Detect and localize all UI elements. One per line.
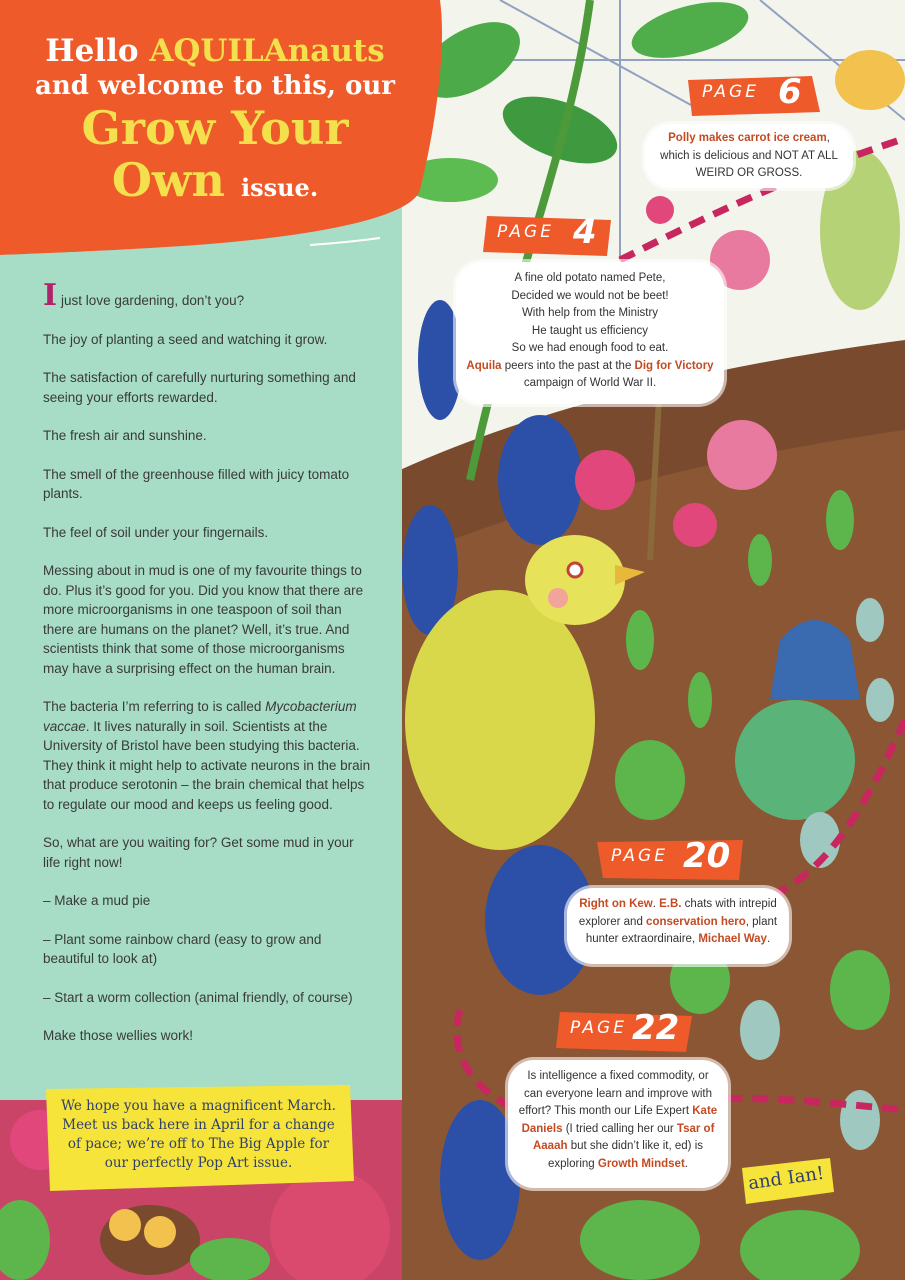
page-label: PAGE <box>702 82 759 102</box>
highlight: Kate Daniels <box>521 1105 718 1135</box>
page22-blurb <box>508 1060 728 1188</box>
text-run: . <box>766 933 771 945</box>
and-ian-text: and Ian! <box>746 1162 826 1195</box>
paragraph: The smell of the greenhouse filled with juicy tomato plants. <box>43 466 350 501</box>
title-aquilanauts: AQUILAnauts <box>149 33 385 69</box>
page-tag-6 <box>688 72 820 114</box>
title-own: Own <box>111 153 225 207</box>
highlight: Michael Way <box>698 933 767 945</box>
drop-cap: I <box>43 278 58 313</box>
page6-blurb <box>645 124 853 188</box>
highlight: Growth Mindset <box>597 1157 685 1170</box>
title-hello: Hello <box>45 33 139 69</box>
and-ian-note <box>738 1158 834 1204</box>
text-run: , which is delicious and NOT AT ALL WEIRD OR GROSS. <box>660 132 838 179</box>
highlight: Right on Kew <box>579 898 653 910</box>
paragraph: Make those wellies work! <box>43 1028 194 1043</box>
page-number: 20 <box>683 836 731 876</box>
page20-blurb <box>567 888 789 964</box>
text-run: peers into the past at the <box>501 359 635 372</box>
text-run: . <box>652 898 660 910</box>
highlight: Polly makes carrot ice cream <box>668 132 827 144</box>
text-run: but she didn’t like it, ed) is exploring <box>548 1140 704 1170</box>
species-name: Mycobacterium vaccae <box>43 699 357 734</box>
text-run: chats with intrepid explorer and <box>578 898 777 928</box>
page-tag-22 <box>556 1008 692 1050</box>
page-label: PAGE <box>611 846 668 866</box>
footer-note <box>38 1085 356 1191</box>
page-title <box>30 32 400 214</box>
page-number: 6 <box>778 72 802 112</box>
intro-first-line: just love gardening, don’t you? <box>61 293 245 308</box>
paragraph: So, what are you waiting for? Get some mud in your life right now! <box>43 835 354 870</box>
page-label: PAGE <box>570 1018 627 1038</box>
poem-line: So we had enough food to eat. <box>511 342 669 354</box>
poem-line: With help from the Ministry <box>521 307 659 319</box>
page-tag-20 <box>597 836 743 878</box>
text-run: . <box>684 1157 688 1170</box>
page4-blurb <box>456 262 724 404</box>
title-grow-your: Grow Your <box>81 101 349 155</box>
text-run: The bacteria I’m referring to is called <box>43 699 266 714</box>
intro-article <box>43 278 373 1065</box>
text-run: campaign of World War II. <box>523 377 657 389</box>
paragraph: The feel of soil under your fingernails. <box>43 524 269 540</box>
text-run: , plant hunter extraordinaire, <box>585 915 778 945</box>
paragraph: The fresh air and sunshine. <box>43 428 207 443</box>
text-run: . It lives naturally in soil. Scientists at the University of Bristol have been studying this bacteria. They think it might help to activate neurons in the brain that produce serotonin – the brain chemical that helps to regulate our mood and keeps us feeling good. <box>43 718 371 812</box>
paragraph: Messing about in mud is one of my favourite things to do. Plus it’s good for you. Did you know that there are more microorganisms in one teaspoon of soil than there are humans on the planet? Well, it’s true. And scientists think that some of those microorganisms may have a surprising effect on the human brain. <box>43 563 364 676</box>
highlight: E.B. <box>659 898 682 910</box>
page-number: 4 <box>573 212 597 252</box>
paragraph: – Plant some rainbow chard (easy to grow and beautiful to look at) <box>43 931 322 966</box>
page-tag-4 <box>483 212 611 254</box>
paragraph: – Start a worm collection (animal friendly, of course) <box>43 989 353 1005</box>
highlight: Tsar of Aaaah <box>532 1122 715 1152</box>
title-welcome: and welcome to this, our <box>35 71 395 101</box>
paragraph: The satisfaction of carefully nurturing something and seeing your efforts rewarded. <box>43 370 356 405</box>
page-number: 22 <box>632 1008 680 1048</box>
highlight: conservation hero <box>646 915 746 928</box>
paragraph: – Make a mud pie <box>43 893 151 908</box>
poem-line: He taught us efficiency <box>531 324 649 337</box>
text-run: (I tried calling her our <box>562 1122 677 1135</box>
title-issue: issue. <box>240 173 319 202</box>
footer-note-text: We hope you have a magnificent March. Meet us back here in April for a change of pace; we’re off to The Big Apple for our perfectly Pop Art issue. <box>61 1098 336 1171</box>
text-run: Is intelligence a fixed commodity, or can everyone learn and improve with effort? This month our Life Expert <box>518 1070 712 1117</box>
highlight: Aquila <box>466 359 502 372</box>
poem-line: A fine old potato named Pete, <box>514 272 666 284</box>
paragraph <box>43 697 373 814</box>
page-label: PAGE <box>497 222 554 242</box>
poem-line: Decided we would not be beet! <box>511 289 669 302</box>
paragraph: The joy of planting a seed and watching it grow. <box>43 331 328 347</box>
highlight: Dig for Victory <box>634 359 714 372</box>
